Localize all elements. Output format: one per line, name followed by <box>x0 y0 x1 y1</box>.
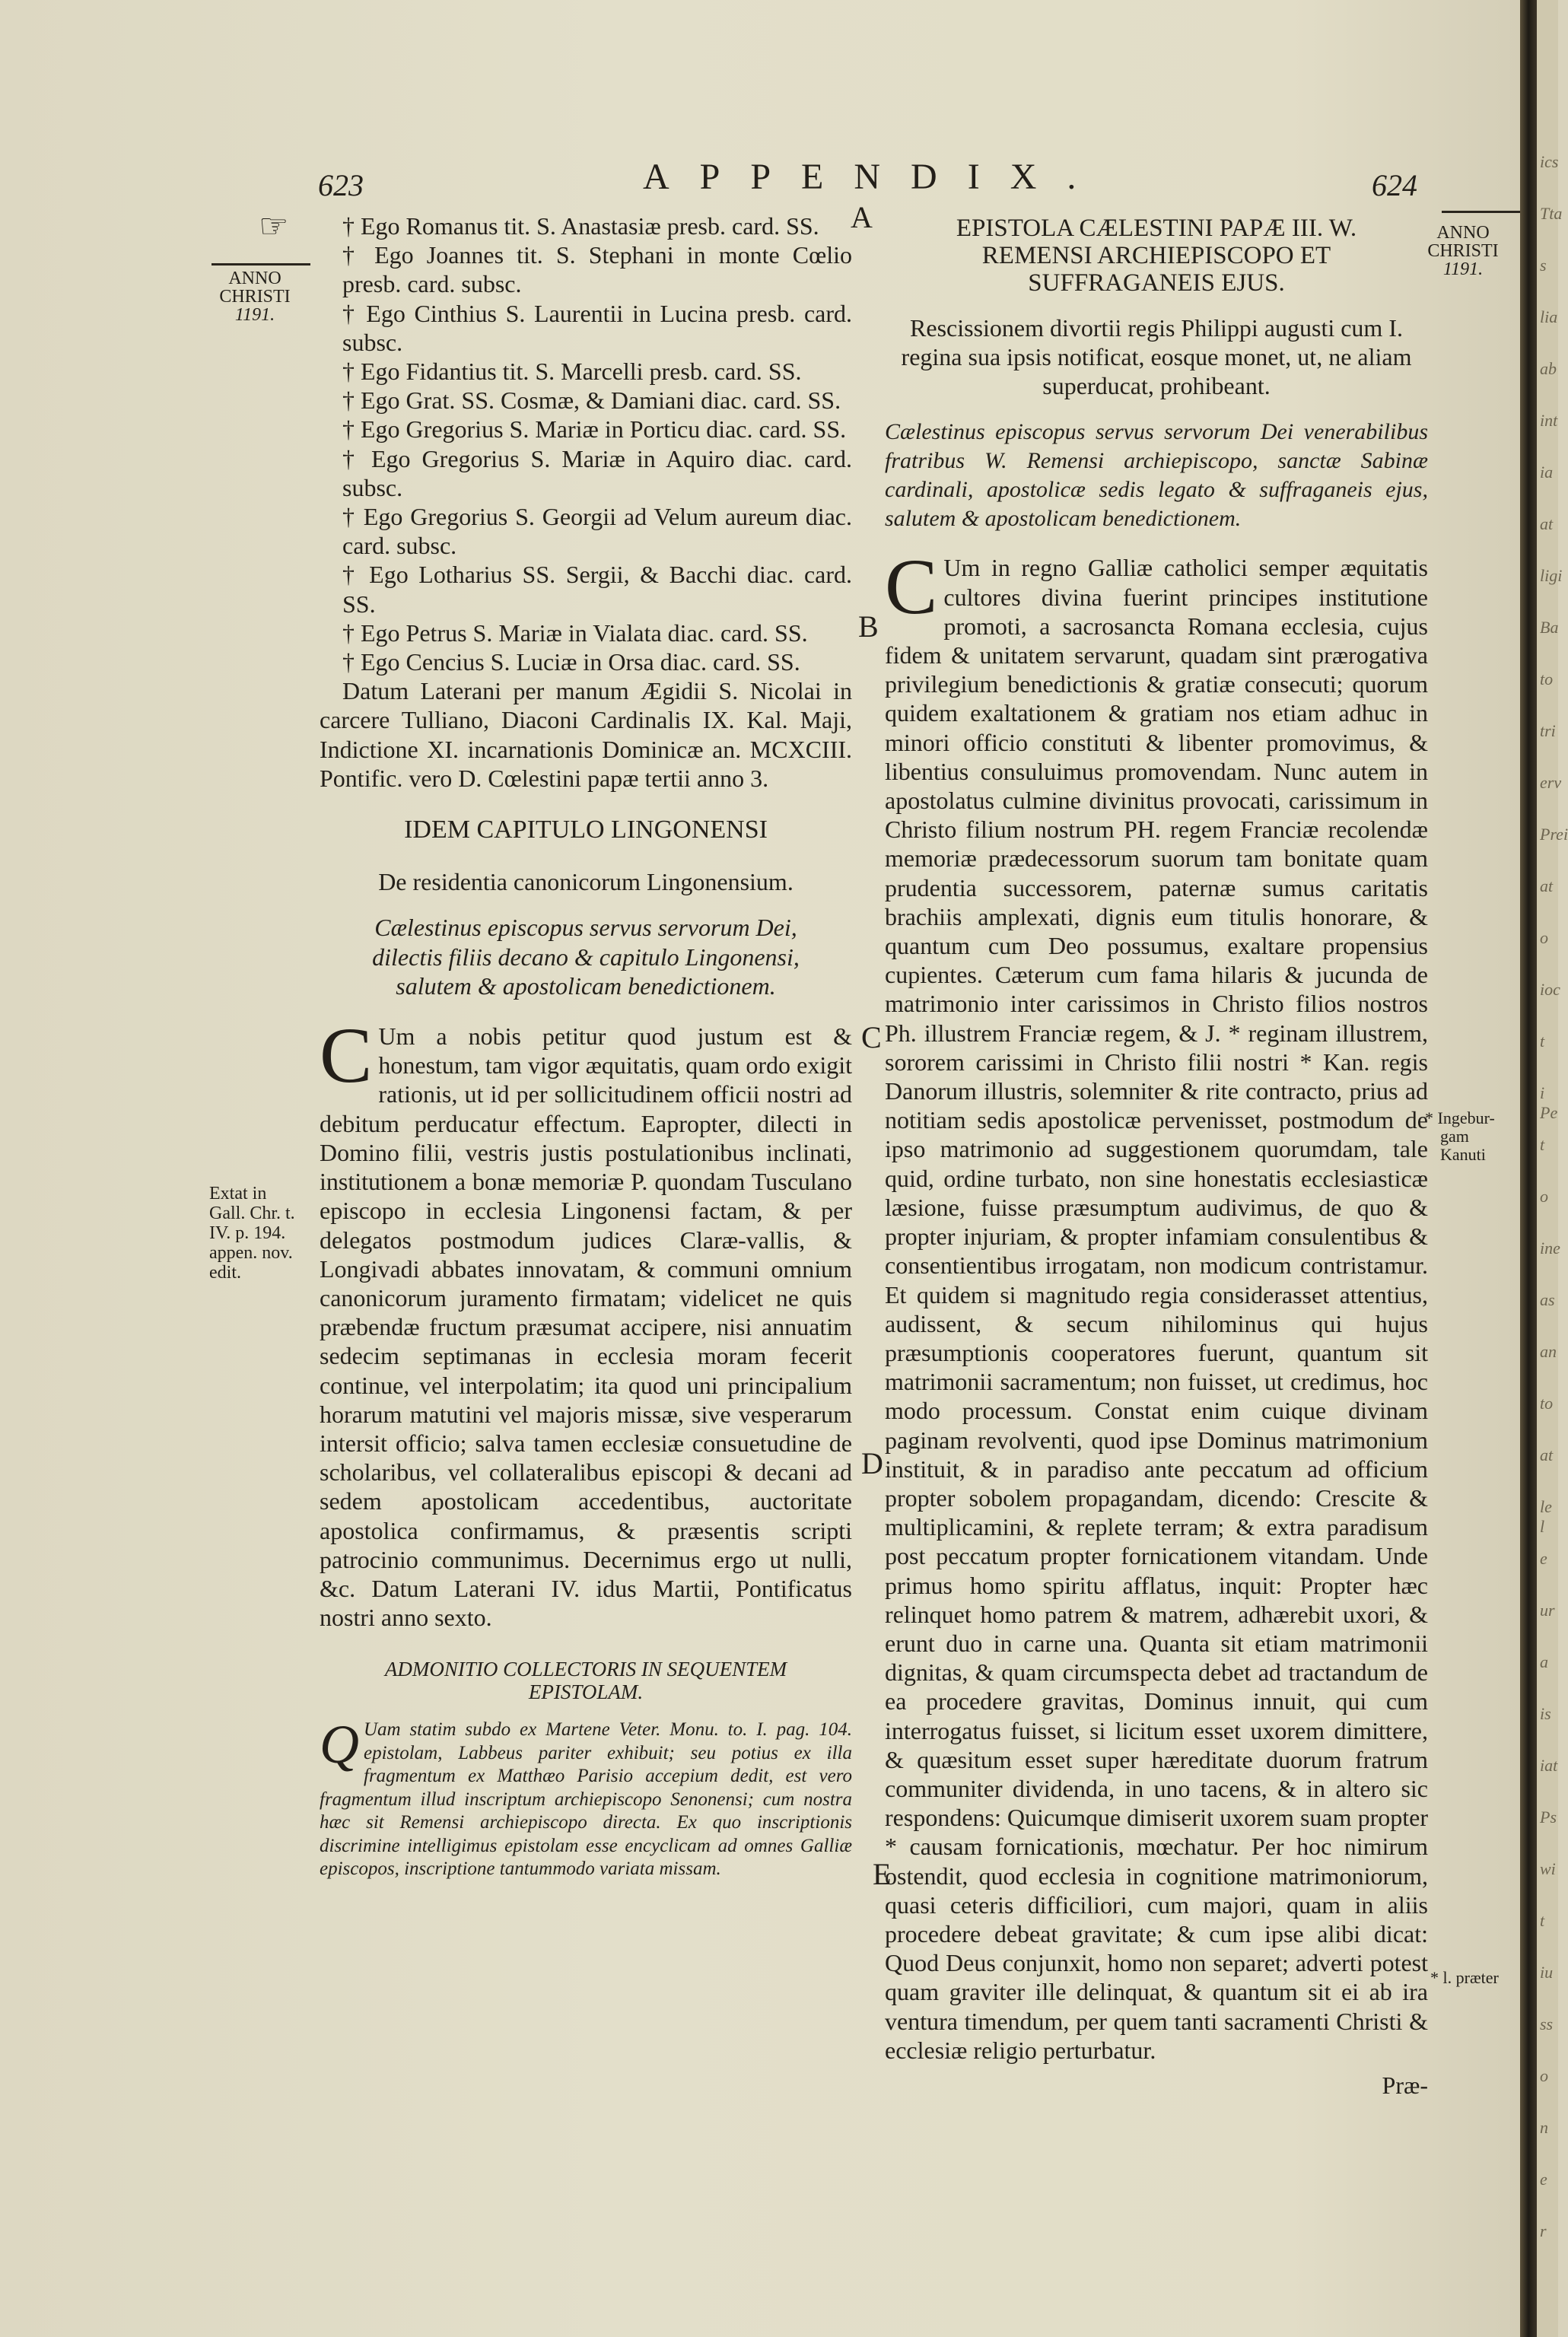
catchword: Præ- <box>1382 2071 1428 2099</box>
facing-page-fragment: ligi <box>1540 566 1563 585</box>
letter-body <box>320 1012 852 1632</box>
note-line: Gall. Chr. t. <box>209 1203 295 1223</box>
drop-cap: C <box>320 1012 373 1100</box>
signature-line: † Ego Cencius S. Luciæ in Orsa diac. card. SS. <box>342 648 800 676</box>
admonitio-note <box>320 1714 852 1881</box>
facing-page-fragment: iu <box>1540 1963 1554 1982</box>
facing-page-fragment: e <box>1540 1549 1547 1568</box>
margin-anno-right <box>1421 224 1505 278</box>
facing-page-fragment: o <box>1540 2066 1548 2085</box>
letter-subheading: De residentia canonicorum Lingonensium. <box>378 868 794 896</box>
epistola-body <box>885 543 1428 2065</box>
note-line: gam <box>1440 1127 1469 1146</box>
facing-page-fragment: to <box>1540 669 1554 688</box>
drop-cap: Q <box>320 1714 359 1776</box>
facing-page-fragment: r <box>1540 2221 1547 2240</box>
section-letter-a: A <box>851 200 873 234</box>
margin-note-ingeburgam <box>1425 1109 1509 1164</box>
note-line: Kanuti <box>1440 1145 1486 1164</box>
signature-line: † Ego Joannes tit. S. Stephani in monte Cœlio presb. card. subsc. <box>342 241 852 298</box>
epistola-summary: Rescissionem divortii regis Philippi augusti cum I. regina sua ipsis notificat, eosque monet, ut, ne aliam superducat, prohibeant. <box>901 314 1412 400</box>
facing-page-fragment: ioc <box>1540 980 1560 999</box>
christi-word: CHRISTI <box>219 287 291 307</box>
facing-page-fragment: ine <box>1540 1238 1560 1258</box>
admonitio-text: Uam statim subdo ex Martene Veter. Monu. to. I. pag. 104. epistolam, Labbeus pariter exhibuit; seu potius ex illa fragmentum ex Matthæo Parisio accepium dedit, est vero fragmentum illud inscriptum archiepiscopo Senonensi; cum nostra hæc sit Remensi archiepiscopo directa. Ex quo inscriptionis discrimine intelligimus epistolam esse encyclicam ad omnes Galliæ episcopos, inscriptione tantummodo variata missam. <box>320 1719 852 1880</box>
note-line: appen. nov. <box>209 1243 293 1263</box>
signature-line: † Ego Petrus S. Mariæ in Vialata diac. card. SS. <box>342 618 808 647</box>
margin-anno-left <box>205 269 304 324</box>
signature-line: † Ego Gregorius S. Georgii ad Velum aureum diac. card. subsc. <box>342 503 852 560</box>
facing-page-fragment: ur <box>1540 1601 1555 1620</box>
signature-line: † Ego Romanus tit. S. Anastasiæ presb. card. SS. <box>342 212 819 240</box>
margin-extat-note <box>209 1184 308 1283</box>
section-letter-d: D <box>861 1446 883 1480</box>
book-gutter <box>1520 0 1537 2337</box>
note-line: IV. p. 194. <box>209 1223 286 1243</box>
facing-page-fragment: e <box>1540 2170 1547 2189</box>
pointing-hand-icon: ☞ <box>259 207 289 246</box>
section-letter-b: B <box>858 609 879 644</box>
page-number-left: 623 <box>318 168 364 202</box>
note-line: edit. <box>209 1263 241 1283</box>
facing-page-fragment: ia <box>1540 463 1554 482</box>
drop-cap: C <box>885 543 938 631</box>
facing-page-fragment: int <box>1540 411 1558 430</box>
body-text: Um in regno Galliæ catholici semper æquitatis cultores divina fuerint principes institutione promoti, a sacrosancta Romana ecclesia, cujus fidem & unitatem servarunt, quadam sint prærogativa privilegium benedictionis & gratiæ consecuti; quorum quidem exaltationem & gratiam nos etiam adhuc in minori officio constituti & libenter promovimus, & libentius consuluimus promovendam. Nunc autem in apostolatus culmine divinitus provocati, carissimum in Christo filium nostrum PH. regem Franciæ recolendæ memoriæ prædecessorum suorum tam bonitate quam prudentia successorem, paternæ sumus caritatis brachiis amplexati, dignis eum titulis honorare, & quantum cum Deo possumus, exaltare propensius cupientes. Cæterum cum fama hilaris & jucunda de matrimonio inter carissimos in Christo filios nostros Ph. illustrem Franciæ regem, & J. * reginam illustrem, sororem carissimi in Christo filii nostri * Kan. regis Danorum illustris, solemniter & rite contracto, prius ad notitiam sedis apostolicæ pervenisset, postmodum de ipso matrimonio ad suggestionem quorumdam, tale quid, ordine turbato, non sine honestatis ecclesiasticæ læsione, fuisse præsumptum audivimus, de quo & propter injuriam, & propter infamiam consulentibus & consentientibus irrogatam, non modicum contristamur. Et quidem si magnitudo regia considerasset attentius, audissent, & secum nihilominus qui hujus præsumptionis cooperatores fuerunt, quantum sit matrimonii sacramentum; non fuisset, ut credimus, hoc modo processum. Constat enim cuique divinam paginam revolventi, quod ipse Dominus matrimonium instituit, & in paradiso ante peccatum ad officium propter sobolem propagandam, dicendo: Crescite & multiplicamini, & replete terram; & extra paradisum post peccatum propter fornicationem vitandam. Unde primus homo spiritu afflatus, inquit: Propter hæc relinquet homo patrem & matrem, adhærebit uxori, & erunt duo in carne una. Quanta sit etiam matrimonii dignitas, & quam circumspecta debet ad tractandum de ea procedere gravitas, Dominus innuit, qui cum interrogatus fuisset, si licitum esset uxorem dimittere, & quæsitum esset super hæreditate duorum fratrum communiter dividenda, in uno tacens, & in altero sic respondens: Quicumque dimiserit uxorem suam propter * causam fornicationis, mœchatur. Per hoc nimirum ostendit, quod ecclesia in cognitione matrimoniorum, quasi ceteris difficiliori, cum majori, quam in aliis procedere debeat gravitate; & cum ipse alibi dicat: Quod Deus conjunxit, homo non separet; adverti potest quam graviter ille delinquat, & quantum sit ei ab ira ventura timendum, per quem tanti sacramenti Christi & ecclesiæ religio perturbatur. <box>885 554 1428 2064</box>
facing-page-fragment: as <box>1540 1290 1555 1309</box>
christi-word: CHRISTI <box>1427 241 1499 261</box>
signature-line: † Ego Grat. SS. Cosmæ, & Damiani diac. card. SS. <box>342 386 841 415</box>
facing-page-fragment: le l <box>1540 1497 1552 1536</box>
salutation: Cælestinus episcopus servus servorum Dei venerabilibus fratribus W. Remensi archiepiscopo, sanctæ Sabinæ cardinali, apostolicæ sedis legato & suffraganeis ejus, salutem & apostolicam benedictionem. <box>885 418 1428 532</box>
facing-page-fragment: to <box>1540 1394 1554 1413</box>
facing-page-fragment: Prei <box>1540 825 1568 844</box>
section-letter-c: C <box>861 1020 882 1054</box>
left-column <box>320 211 852 1881</box>
facing-page-fragment: ss <box>1540 2014 1554 2033</box>
signature-line: † Ego Fidantius tit. S. Marcelli presb. card. SS. <box>342 358 802 386</box>
facing-page-fragment: Tta <box>1540 204 1563 223</box>
facing-page-fragment: erv <box>1540 773 1562 792</box>
facing-page-fragment: ab <box>1540 359 1557 378</box>
signature-line: † Ego Gregorius S. Mariæ in Aquiro diac. card. subsc. <box>342 444 852 501</box>
margin-rule-left <box>212 263 310 265</box>
facing-page-fragment: an <box>1540 1342 1557 1361</box>
facing-page-fragment: at <box>1540 514 1554 533</box>
facing-page-fragment: n <box>1540 2118 1548 2137</box>
signature-line: † Ego Lotharius SS. Sergii, & Bacchi diac. card. SS. <box>342 561 852 618</box>
facing-page-fragment: at <box>1540 876 1554 895</box>
facing-page-fragment: i Pe <box>1540 1083 1558 1122</box>
facing-page-fragment: t <box>1540 1911 1545 1930</box>
margin-note-praeter: * l. præter <box>1430 1968 1499 1987</box>
signature-line: † Ego Cinthius S. Laurentii in Lucina presb. card. subsc. <box>342 299 852 356</box>
letter-heading: IDEM CAPITULO LINGONENSI <box>404 816 768 844</box>
facing-page-fragment: s <box>1540 256 1547 275</box>
facing-page-fragment: Ba <box>1540 618 1559 637</box>
page-number-right: 624 <box>1372 168 1417 202</box>
facing-page-fragment: wi <box>1540 1859 1556 1878</box>
facing-page-fragment: tri <box>1540 721 1556 740</box>
facing-page-fragment: o <box>1540 1187 1548 1206</box>
margin-rule-right <box>1442 211 1520 213</box>
anno-word: ANNO <box>228 269 281 288</box>
admonitio-heading: ADMONITIO COLLECTORIS IN SEQUENTEM EPISTOLAM. <box>384 1658 787 1704</box>
facing-page-fragment: o <box>1540 928 1548 947</box>
body-text: Um a nobis petitur quod justum est & honestum, tam vigor æquitatis, quam ordo exigit rationis, ut id per sollicitudinem officii nostri ad debitum perducatur effectum. Eapropter, dilecti in Domino filii, vestris justis postulationibus inclinati, institutionem a bonæ memoriæ P. quondam Tusculano episcopo in ecclesia Lingonensi factam, & per delegatos postmodum judices Claræ-vallis, & Longivadi abbates innovatam, & communi omnium canonicorum juramento firmatam; videlicet ne quis præbendæ fructum præsumat accipere, nisi annuatim sedecim septimanas in ecclesia moram fecerit continue, vel interpolatim; ita quod uni principalium horarum matutini vel majoris missæ, sive vesperarum intersit officio; salva tamen ecclesiæ consuetudine de scholaribus, vel collateralibus episcopi & decani ad sedem apostolicam accedentibus, auctoritate apostolica confirmamus, & præsentis scripti patrocinio communimus. Decernimus ergo ut nulli, &c. Datum Laterani IV. idus Martii, Pontificatus nostri anno sexto. <box>320 1022 852 1632</box>
year: 1191. <box>1442 259 1484 279</box>
facing-page-fragment: a <box>1540 1652 1548 1671</box>
facing-page-fragment: lia <box>1540 307 1558 326</box>
signature-line: † Ego Gregorius S. Mariæ in Porticu diac. card. SS. <box>342 415 847 444</box>
facing-page-fragment: at <box>1540 1445 1554 1464</box>
note-line: Extat in <box>209 1184 267 1203</box>
section-letter-e: E <box>873 1857 892 1891</box>
signature-list <box>320 211 852 676</box>
right-column <box>885 215 1428 2100</box>
facing-page-fragment: t <box>1540 1032 1545 1051</box>
note-line: * Ingebur- <box>1425 1108 1495 1127</box>
year: 1191. <box>234 305 275 325</box>
facing-page-fragment: t <box>1540 1135 1545 1154</box>
anno-word: ANNO <box>1436 223 1490 243</box>
facing-page-fragment: iat <box>1540 1756 1558 1775</box>
salutation: Cælestinus episcopus servus servorum Dei, dilectis filiis decano & capitulo Lingonensi, salutem & apostolicam benedictionem. <box>372 914 800 1000</box>
running-head: APPENDIX. <box>643 157 1107 197</box>
facing-page-fragment: Ps <box>1540 1808 1557 1827</box>
facing-page-fragment: ics <box>1540 152 1559 171</box>
datum-paragraph: Datum Laterani per manum Ægidii S. Nicolai in carcere Tulliano, Diaconi Cardinalis IX. Kal. Maji, Indictione XI. incarnationis Dominicæ an. MCXCIII. Pontific. vero D. Cœlestini papæ tertii anno 3. <box>320 677 852 792</box>
facing-page-edge <box>1537 0 1568 2337</box>
facing-page-fragment: is <box>1540 1704 1551 1723</box>
epistola-heading: EPISTOLA CÆLESTINI PAPÆ III. W. REMENSI ARCHIEPISCOPO ET SUFFRAGANEIS EJUS. <box>956 215 1357 297</box>
